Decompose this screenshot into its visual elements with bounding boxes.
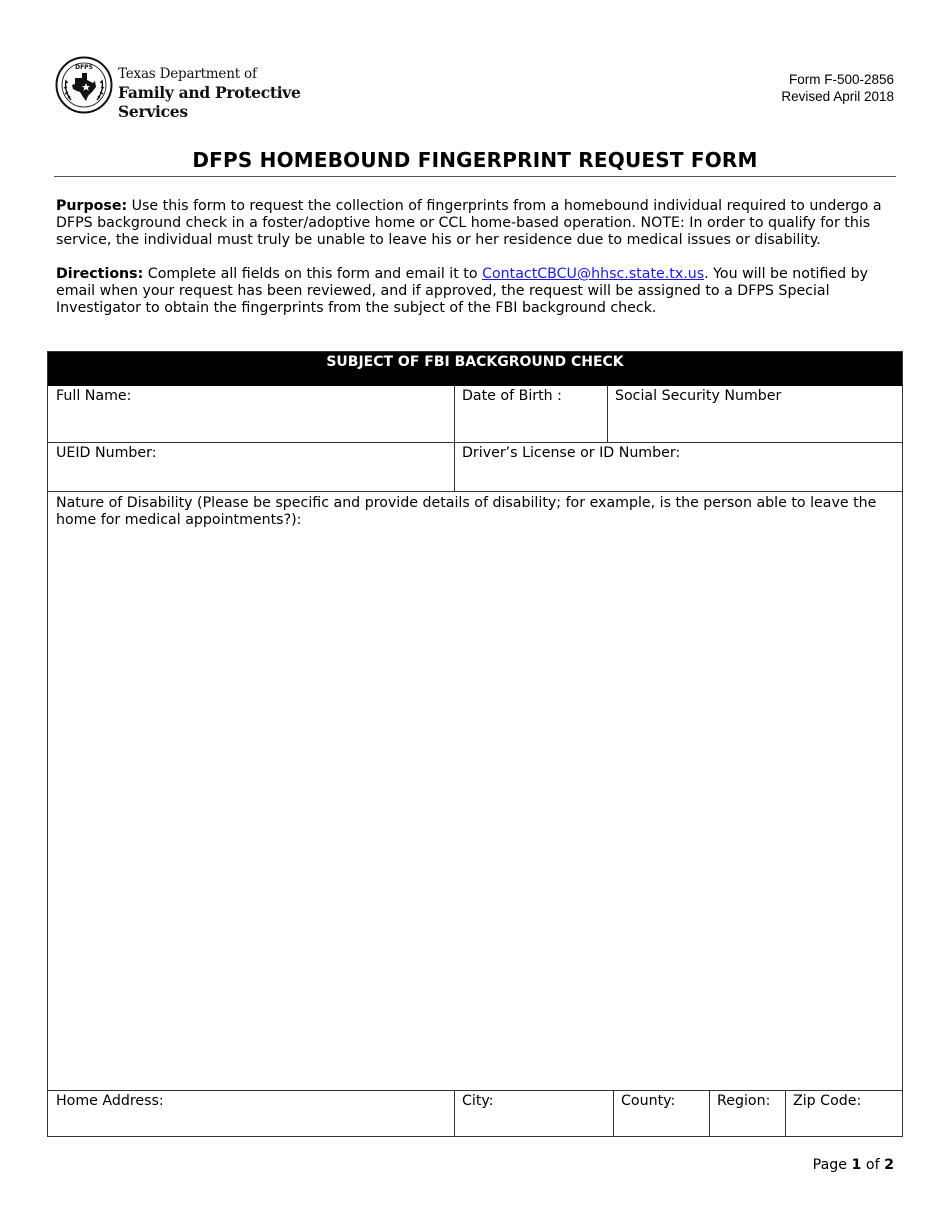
home-address-field[interactable] — [48, 1091, 454, 1137]
agency-name-line2: Family and Protective Services — [118, 83, 301, 121]
agency-logo — [55, 56, 355, 121]
purpose-text: Use this form to request the collection of fingerprints from a homebound individual required to undergo a DFPS background check in a foster/adoptive home or CCL home-based operation. NOTE: In order to qualify for this service, the individual must truly be unable to leave his or her residence due to medical issues or disability. — [56, 198, 882, 248]
ssn-field[interactable] — [607, 386, 903, 442]
county-field[interactable] — [613, 1091, 709, 1137]
date-of-birth-field[interactable] — [454, 386, 607, 442]
region-label: Region: — [717, 1093, 771, 1109]
form-number: Form F-500-2856 — [788, 72, 894, 87]
of-word: of — [865, 1157, 880, 1173]
current-page: 1 — [851, 1157, 862, 1173]
ssn-label: Social Security Number — [615, 388, 782, 404]
full-name-field[interactable] — [48, 386, 454, 442]
region-field[interactable] — [709, 1091, 785, 1137]
seal-text: DFPS — [75, 64, 93, 71]
full-name-label: Full Name: — [56, 388, 132, 404]
purpose-paragraph — [56, 198, 896, 249]
disability-field[interactable] — [48, 492, 903, 1090]
page-title: DFPS HOMEBOUND FINGERPRINT REQUEST FORM — [192, 148, 758, 172]
zip-code-field[interactable] — [785, 1091, 903, 1137]
ueid-field[interactable] — [48, 443, 454, 491]
disability-label: Nature of Disability (Please be specific and provide details of disability; for example, is the person able to leave the home for medical appointments?): — [56, 495, 877, 528]
directions-paragraph — [56, 266, 896, 317]
directions-text-before: Complete all fields on this form and email it to — [143, 266, 483, 282]
date-of-birth-label: Date of Birth : — [462, 388, 562, 404]
drivers-license-field[interactable] — [454, 443, 903, 491]
subject-form-table — [47, 351, 903, 1137]
directions-label: Directions: — [56, 266, 144, 282]
zip-code-label: Zip Code: — [793, 1093, 862, 1109]
agency-name — [118, 66, 355, 121]
county-label: County: — [621, 1093, 676, 1109]
revision-date: Revised April 2018 — [781, 88, 894, 104]
purpose-label: Purpose: — [56, 198, 128, 214]
page-word: Page — [812, 1157, 848, 1173]
page-number — [813, 1157, 894, 1173]
city-label: City: — [462, 1093, 494, 1109]
section-header: SUBJECT OF FBI BACKGROUND CHECK — [48, 352, 902, 386]
ueid-label: UEID Number: — [56, 445, 157, 461]
home-address-label: Home Address: — [56, 1093, 164, 1109]
total-pages: 2 — [884, 1157, 894, 1173]
dfps-seal-icon — [55, 56, 113, 114]
form-identifier — [781, 72, 894, 105]
drivers-license-label: Driver’s License or ID Number: — [462, 445, 681, 461]
agency-name-line1: Texas Department of — [118, 66, 257, 82]
directions-text-after: . You will be notified by email when your request has been reviewed, and if approved, the request will be assigned to a DFPS Special Investigator to obtain the fingerprints from the subject of the FBI background check. — [56, 266, 869, 316]
city-field[interactable] — [454, 1091, 613, 1137]
contact-email-link[interactable]: ContactCBCU@hhsc.state.tx.us — [482, 266, 705, 282]
title-divider — [54, 176, 896, 177]
